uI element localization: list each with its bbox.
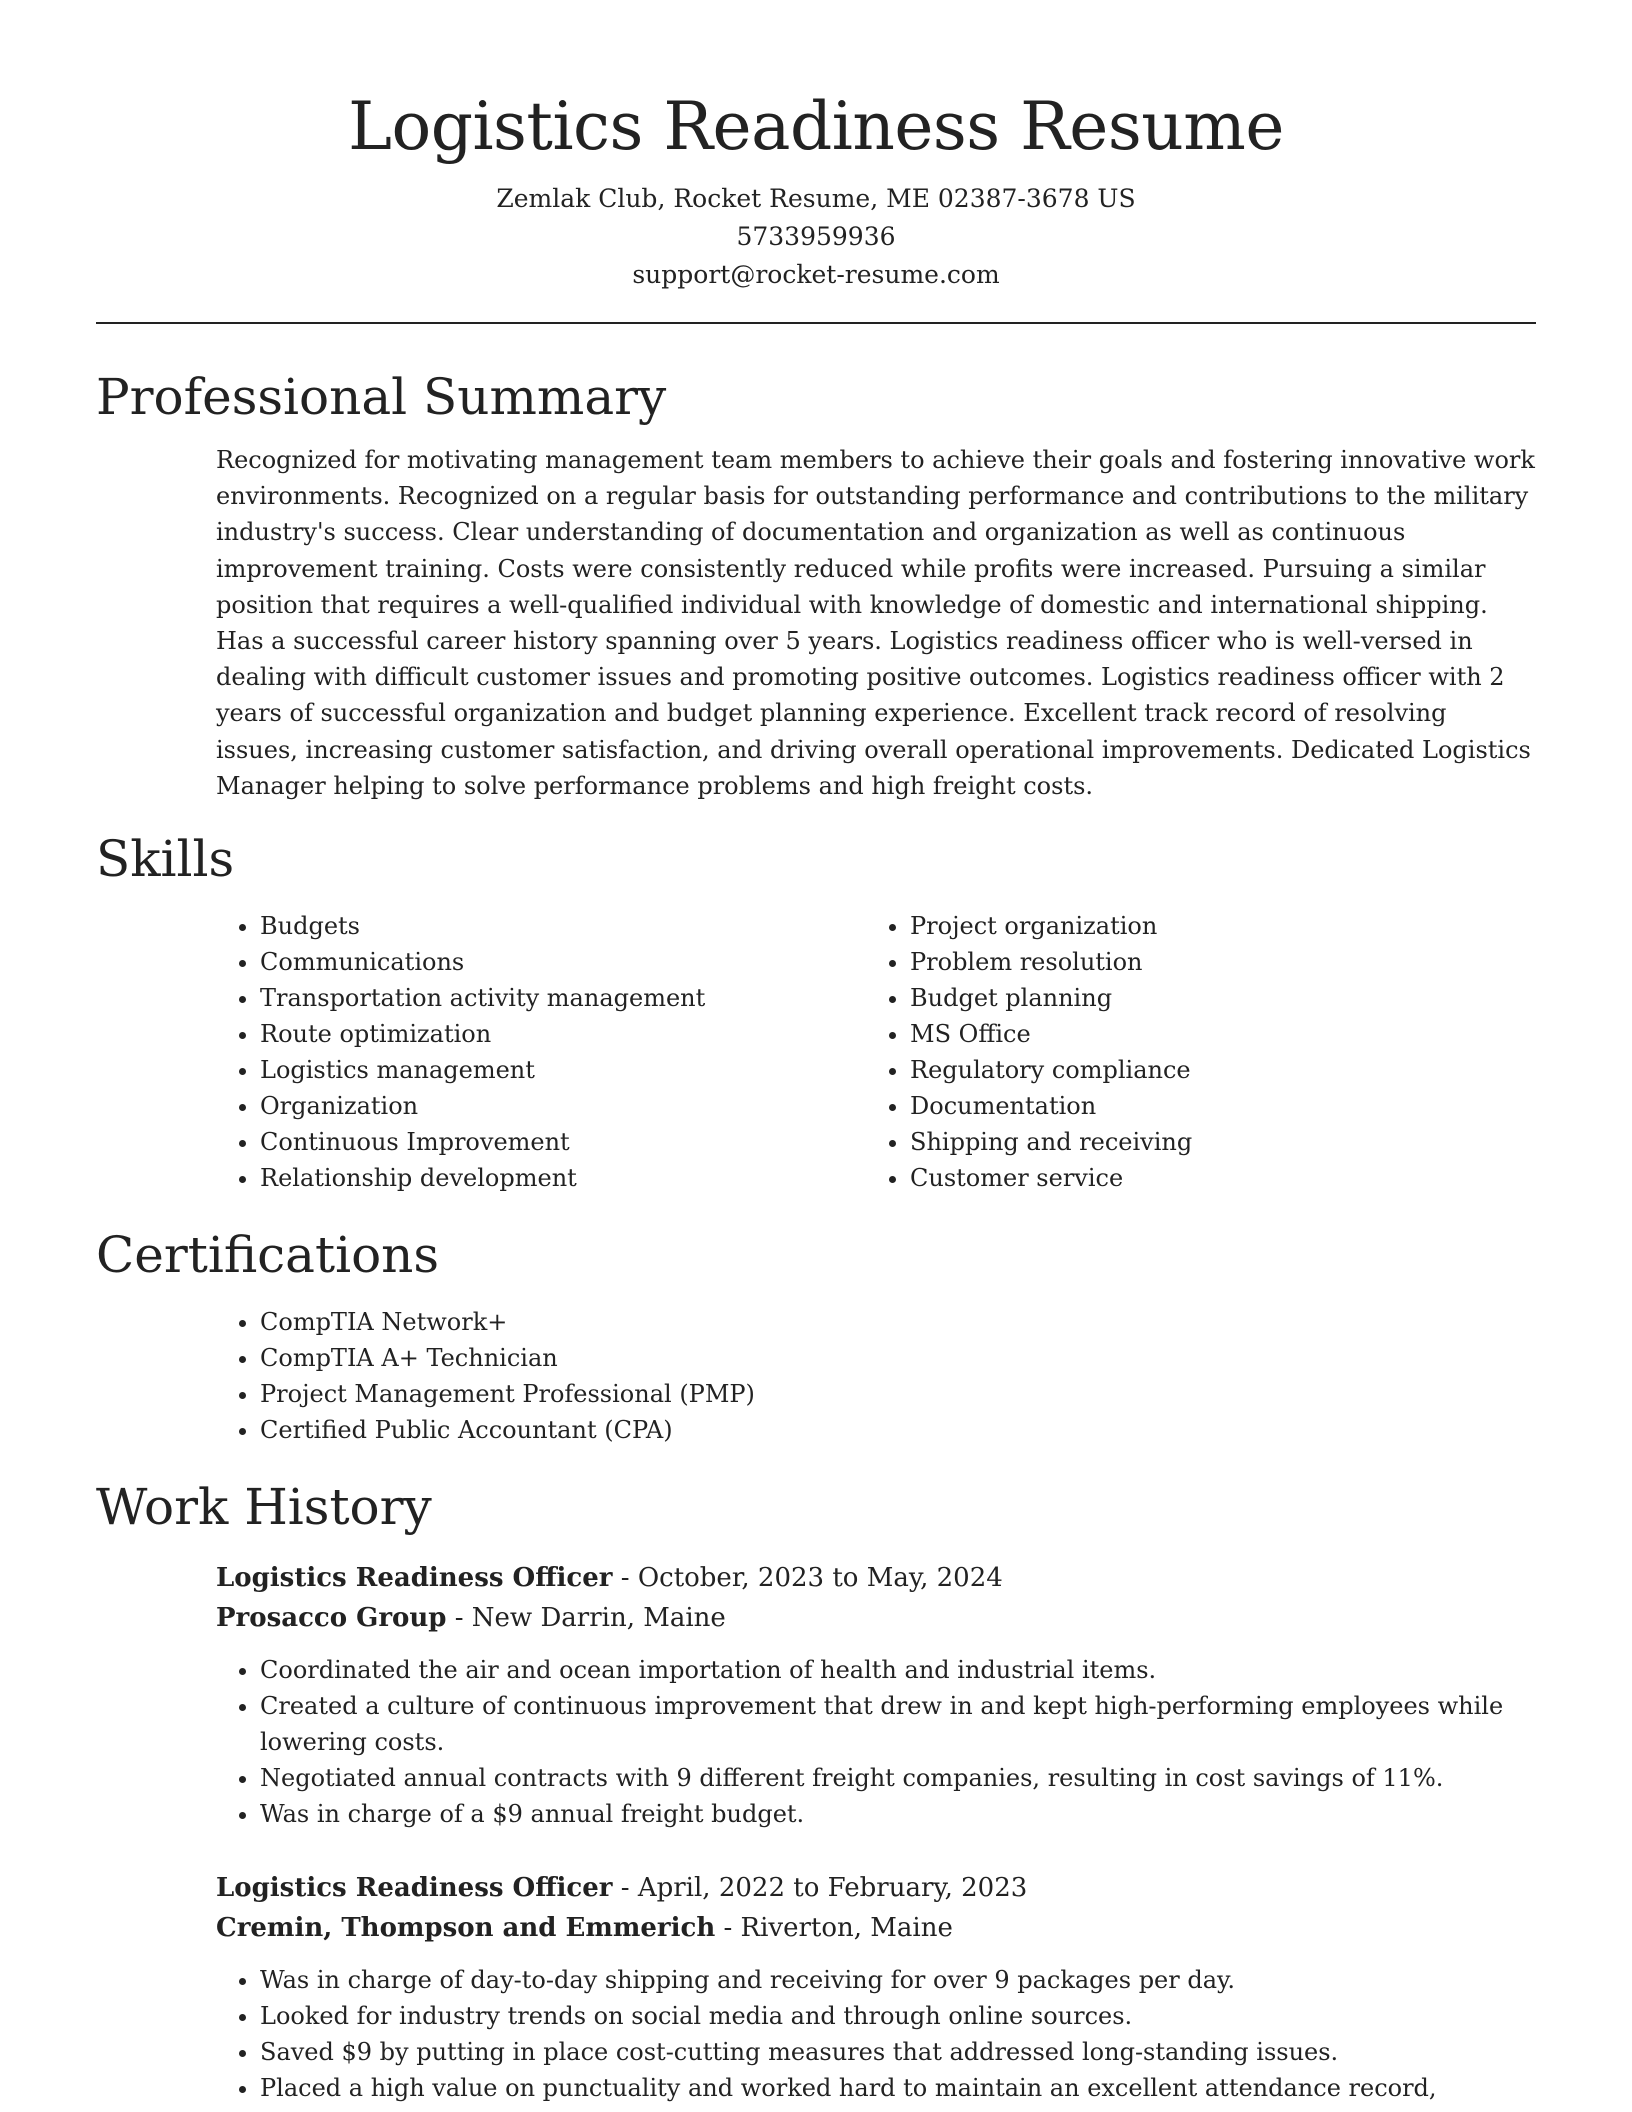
job-title: Logistics Readiness Officer — [216, 1563, 613, 1594]
list-item: • Relationship development — [260, 1160, 866, 1196]
list-item: • Was in charge of day-to-day shipping and receiving for over 9 packages per day. — [260, 1962, 1536, 1998]
list-item: • Customer service — [910, 1160, 1516, 1196]
skills-heading: Skills — [96, 830, 235, 889]
job-company-line — [216, 1908, 1536, 1948]
contact-address: Zemlak Club, Rocket Resume, ME 02387-3678 US — [496, 184, 1136, 213]
job-dates: - October, 2023 to May, 2024 — [612, 1563, 1003, 1594]
skills-list — [216, 908, 1536, 1196]
job-title-line — [216, 1558, 1536, 1598]
job-entry — [216, 1558, 1536, 1832]
list-item: • Budget planning — [910, 980, 1516, 1016]
contact-phone: 5733959936 — [736, 222, 896, 251]
list-item: • MS Office — [910, 1016, 1516, 1052]
resume-title: Logistics Readiness Resume — [348, 88, 1284, 165]
contact-email: support@rocket-resume.com — [632, 260, 1000, 289]
list-item: • Documentation — [910, 1088, 1516, 1124]
job-location: - New Darrin, Maine — [446, 1603, 726, 1634]
skills-column-right — [866, 908, 1516, 1196]
list-item: • Transportation activity management — [260, 980, 866, 1016]
job-bullets — [216, 1962, 1536, 2106]
list-item: • Was in charge of a $9 annual freight budget. — [260, 1796, 1536, 1832]
resume-header — [96, 0, 1536, 294]
job-company: Prosacco Group — [216, 1603, 447, 1634]
list-item: • Problem resolution — [910, 944, 1516, 980]
list-item: • CompTIA Network+ — [260, 1304, 1536, 1340]
certifications-heading: Certifications — [96, 1226, 440, 1285]
list-item: • Saved $9 by putting in place cost-cutting measures that addressed long-standing issues. — [260, 2034, 1536, 2070]
job-bullets — [216, 1652, 1536, 1832]
list-item: • Budgets — [260, 908, 866, 944]
header-divider — [96, 322, 1536, 324]
list-item: • Continuous Improvement — [260, 1124, 866, 1160]
job-location: - Riverton, Maine — [715, 1913, 953, 1944]
list-item: • Communications — [260, 944, 866, 980]
list-item: • Looked for industry trends on social media and through online sources. — [260, 1998, 1536, 2034]
job-company: Cremin, Thompson and Emmerich — [216, 1913, 716, 1944]
list-item: • Project organization — [910, 908, 1516, 944]
list-item: • Project Management Professional (PMP) — [260, 1376, 1536, 1412]
resume-page — [96, 0, 1536, 2106]
summary-heading: Professional Summary — [96, 368, 667, 426]
contact-block — [96, 180, 1536, 294]
list-item: • Regulatory compliance — [910, 1052, 1516, 1088]
list-item: • Coordinated the air and ocean importation of health and industrial items. — [260, 1652, 1536, 1688]
work-history-heading: Work History — [96, 1478, 432, 1537]
list-item: • Placed a high value on punctuality and worked hard to maintain an excellent attendance record, — [260, 2070, 1536, 2106]
certifications-items — [216, 1304, 1536, 1448]
list-item: • Created a culture of continuous improvement that drew in and kept high-performing employees while lowering costs. — [260, 1688, 1536, 1760]
list-item: • Organization — [260, 1088, 866, 1124]
summary-text: Recognized for motivating management team members to achieve their goals and fostering innovative work environments. Recognized on a regular basis for outstanding performance and contributions to the military industry's success. Clear understanding of documentation and organization as well as continuous improvement training. Costs were consistently reduced while profits were increased. Pursuing a similar position that requires a well-qualified individual with knowledge of domestic and international shipping. Has a successful career history spanning over 5 years. Logistics readiness officer who is well-versed in dealing with difficult customer issues and promoting positive outcomes. Logistics readiness officer with 2 years of successful organization and budget planning experience. Excellent track record of resolving issues, increasing customer satisfaction, and driving overall operational improvements. Dedicated Logistics Manager helping to solve performance problems and high freight costs. — [216, 446, 1535, 800]
list-item: • Route optimization — [260, 1016, 866, 1052]
job-title-line — [216, 1868, 1536, 1908]
list-item: • Negotiated annual contracts with 9 different freight companies, resulting in cost savings of 11%. — [260, 1760, 1536, 1796]
list-item: • CompTIA A+ Technician — [260, 1340, 1536, 1376]
job-company-line — [216, 1598, 1536, 1638]
list-item: • Certified Public Accountant (CPA) — [260, 1412, 1536, 1448]
skills-column-left — [216, 908, 866, 1196]
list-item: • Shipping and receiving — [910, 1124, 1516, 1160]
list-item: • Logistics management — [260, 1052, 866, 1088]
job-entry — [216, 1868, 1536, 2106]
certifications-list — [216, 1304, 1536, 1448]
job-dates: - April, 2022 to February, 2023 — [612, 1873, 1028, 1904]
job-title: Logistics Readiness Officer — [216, 1873, 613, 1904]
